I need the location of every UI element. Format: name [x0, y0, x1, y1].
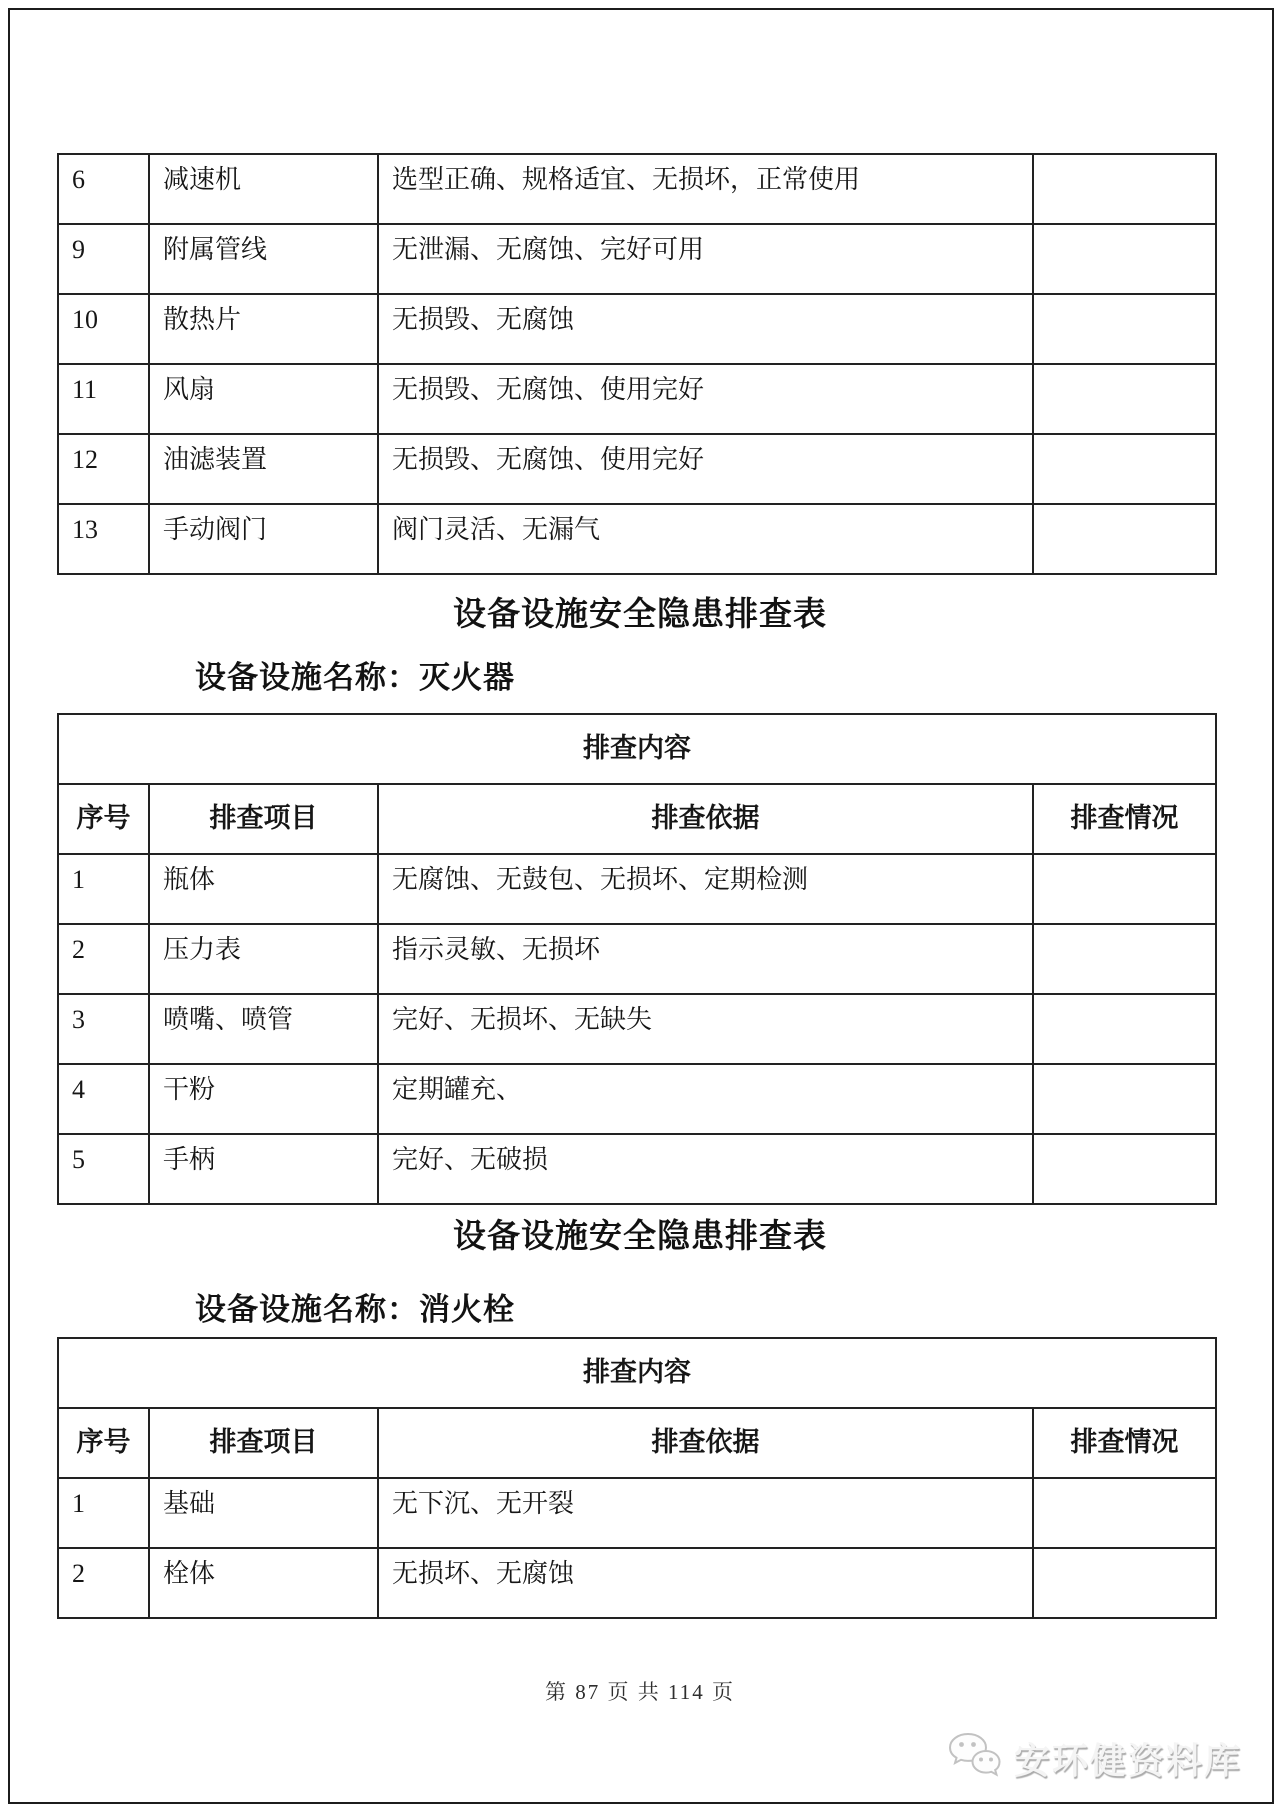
table-row [58, 434, 1216, 504]
cell-no: 2 [58, 924, 149, 994]
cell-no: 13 [58, 504, 149, 574]
table-row [58, 854, 1216, 924]
table-row [58, 924, 1216, 994]
cell-status-empty [1033, 154, 1216, 224]
cell-item: 手动阀门 [149, 504, 378, 574]
watermark-text: 安环健资料库 [1013, 1739, 1242, 1781]
cell-status-empty [1033, 434, 1216, 504]
cell-basis: 指示灵敏、无损坏 [378, 924, 1033, 994]
column-header-row [58, 1408, 1216, 1478]
cell-no: 1 [58, 1478, 149, 1548]
cell-basis: 定期罐充、 [378, 1064, 1033, 1134]
cell-basis: 无腐蚀、无鼓包、无损坏、定期检测 [378, 854, 1033, 924]
cell-no: 4 [58, 1064, 149, 1134]
cell-no: 5 [58, 1134, 149, 1204]
cell-status-empty [1033, 854, 1216, 924]
cell-status-empty [1033, 294, 1216, 364]
cell-basis: 无损毁、无腐蚀、使用完好 [378, 364, 1033, 434]
cell-basis: 无泄漏、无腐蚀、完好可用 [378, 224, 1033, 294]
content-header-row [58, 714, 1216, 784]
cell-no: 11 [58, 364, 149, 434]
cell-item: 栓体 [149, 1548, 378, 1618]
cell-basis: 选型正确、规格适宜、无损坏，正常使用 [378, 154, 1033, 224]
col-header-status: 排查情况 [1033, 784, 1216, 854]
cell-basis: 无损毁、无腐蚀、使用完好 [378, 434, 1033, 504]
cell-status-empty [1033, 1064, 1216, 1134]
table-row [58, 994, 1216, 1064]
cell-item: 减速机 [149, 154, 378, 224]
cell-status-empty [1033, 364, 1216, 434]
content-header-row [58, 1338, 1216, 1408]
cell-status-empty [1033, 504, 1216, 574]
cell-status-empty [1033, 1478, 1216, 1548]
table-row [58, 1478, 1216, 1548]
table-row [58, 1134, 1216, 1204]
cell-basis: 阀门灵活、无漏气 [378, 504, 1033, 574]
cell-status-empty [1033, 1134, 1216, 1204]
col-header-basis: 排查依据 [378, 784, 1033, 854]
cell-item: 附属管线 [149, 224, 378, 294]
cell-item: 风扇 [149, 364, 378, 434]
table-row [58, 364, 1216, 434]
col-header-no: 序号 [58, 1408, 149, 1478]
cell-item: 瓶体 [149, 854, 378, 924]
cell-item: 基础 [149, 1478, 378, 1548]
cell-basis: 完好、无损坏、无缺失 [378, 994, 1033, 1064]
cell-item: 散热片 [149, 294, 378, 364]
content-header-cell: 排查内容 [58, 1338, 1216, 1408]
col-header-status: 排查情况 [1033, 1408, 1216, 1478]
cell-no: 9 [58, 224, 149, 294]
table-row [58, 504, 1216, 574]
cell-basis: 无损毁、无腐蚀 [378, 294, 1033, 364]
equipment-table-continued [57, 153, 1217, 575]
col-header-item: 排查项目 [149, 784, 378, 854]
cell-status-empty [1033, 224, 1216, 294]
cell-no: 1 [58, 854, 149, 924]
cell-no: 10 [58, 294, 149, 364]
fire-extinguisher-table [57, 713, 1217, 1205]
section-title: 设备设施安全隐患排查表 [453, 595, 827, 632]
section-title: 设备设施安全隐患排查表 [453, 1217, 827, 1254]
table-row [58, 294, 1216, 364]
cell-no: 3 [58, 994, 149, 1064]
cell-basis: 完好、无破损 [378, 1134, 1033, 1204]
col-header-no: 序号 [58, 784, 149, 854]
cell-no: 2 [58, 1548, 149, 1618]
cell-basis: 无损坏、无腐蚀 [378, 1548, 1033, 1618]
fire-hydrant-table [57, 1337, 1217, 1619]
cell-item: 压力表 [149, 924, 378, 994]
column-header-row [58, 784, 1216, 854]
cell-status-empty [1033, 994, 1216, 1064]
cell-status-empty [1033, 1548, 1216, 1618]
table-row [58, 224, 1216, 294]
equipment-name-label: 设备设施名称：灭火器 [195, 660, 515, 695]
col-header-item: 排查项目 [149, 1408, 378, 1478]
cell-no: 6 [58, 154, 149, 224]
cell-no: 12 [58, 434, 149, 504]
page-number: 第 87 页 共 114 页 [545, 1680, 735, 1704]
cell-item: 手柄 [149, 1134, 378, 1204]
cell-status-empty [1033, 924, 1216, 994]
cell-basis: 无下沉、无开裂 [378, 1478, 1033, 1548]
watermark [940, 1731, 1242, 1785]
cell-item: 油滤装置 [149, 434, 378, 504]
cell-item: 喷嘴、喷管 [149, 994, 378, 1064]
equipment-name-label: 设备设施名称：消火栓 [195, 1292, 515, 1327]
cell-item: 干粉 [149, 1064, 378, 1134]
table-row [58, 154, 1216, 224]
col-header-basis: 排查依据 [378, 1408, 1033, 1478]
table-row [58, 1064, 1216, 1134]
chat-bubbles-logo-icon [940, 1731, 1004, 1785]
table-row [58, 1548, 1216, 1618]
content-header-cell: 排查内容 [58, 714, 1216, 784]
